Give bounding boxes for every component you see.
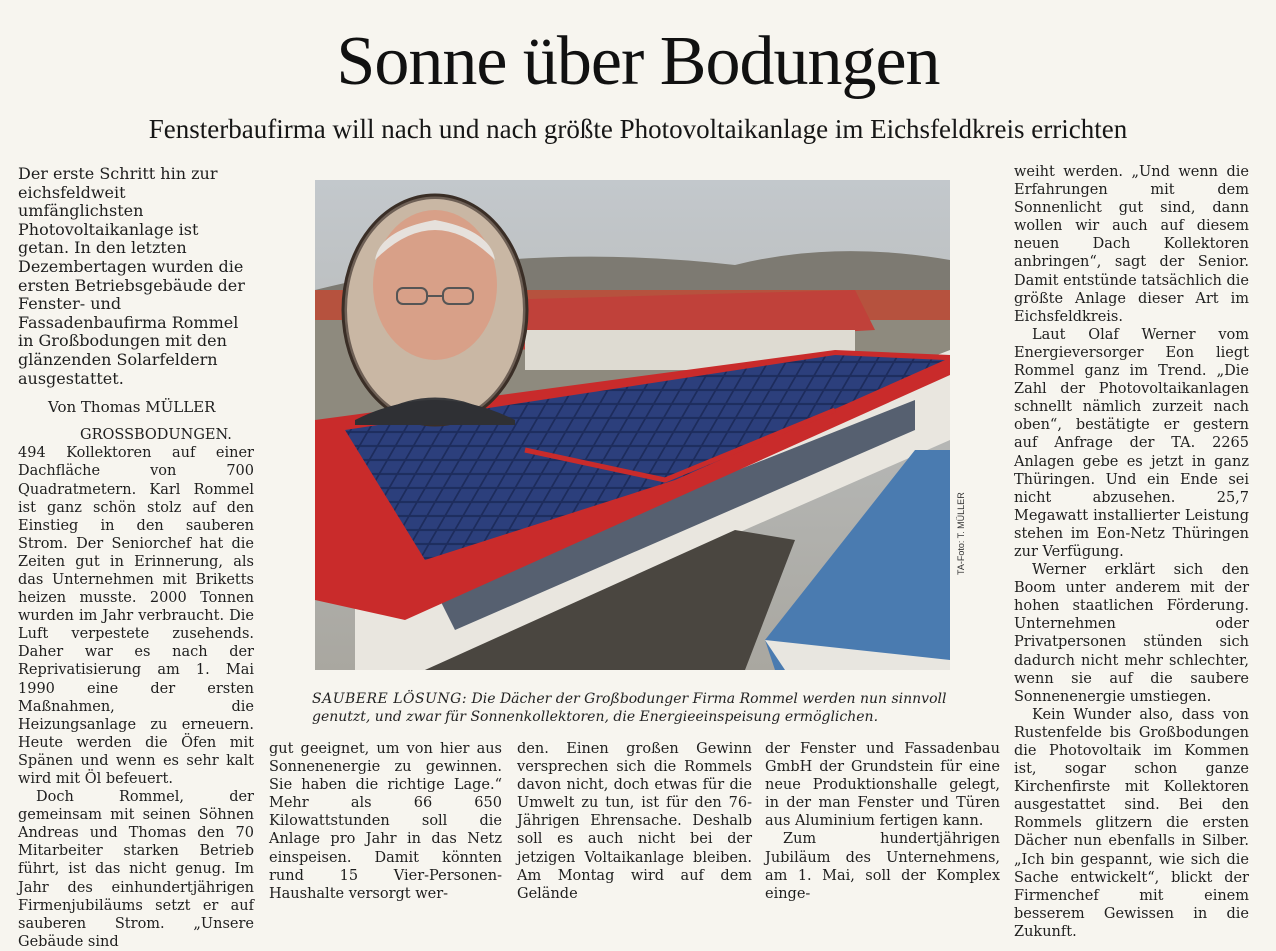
column-3 [517, 740, 752, 903]
solar-roof-image [315, 180, 950, 670]
column-1 [18, 165, 254, 951]
caption-title: SAUBERE LÖSUNG: [312, 691, 468, 707]
body-paragraph-9: Werner erklärt sich den Boom unter anderem mit der hohen staatlichen Förderung. Unternehmen oder Privatpersonen stünden sich dadurch nicht mehr schlechter, wenn sie auf die saubere Sonnenenergie umstiegen. [1014, 562, 1249, 705]
body-paragraph-6: Zum hundertjährigen Jubiläum des Unternehmens, am 1. Mai, soll der Komplex einge- [765, 831, 1000, 902]
column-5 [1014, 163, 1249, 941]
body-paragraph-7: weiht werden. „Und wenn die Erfahrungen mit dem Sonnenlicht gut sind, dann wollen wir auch auf diesem neuen Dach Kollektoren anbringen“, sagt der Senior. Damit entstünde tatsächlich die größte Anlage dieser Art im Eichsfeldkreis. [1014, 164, 1249, 325]
body-paragraph-10: Kein Wunder also, dass von Rustenfelde bis Großbodungen die Photovoltaik im Kommen ist, sogar schon ganze Kirchenfirste mit Kollektoren ausgestattet sind. Bei den Rommels glitzern die ersten Dächer nun ebenfalls in Silber. „Ich bin gespannt, wie sich die Sache entwickelt“, blickt der Firmenchef mit einem besserem Gewissen in die Zukunft. [1014, 706, 1249, 940]
photo-credit: TA-Foto: T. MÜLLER [956, 492, 966, 575]
lead-paragraph: Der erste Schritt hin zur eichsfeldweit umfänglichsten Photovoltaikanlage ist getan. In den letzten Dezembertagen wurden die ersten Betriebsgebäude der Fenster- und Fassadenbaufirma Rommel in Großbodungen mit den glänzenden Solarfeldern ausgestattet. [18, 164, 245, 388]
body-paragraph-5: der Fenster und Fassadenbau GmbH der Grundstein für eine neue Produktionshalle gelegt, in der man Fenster und Türen aus Aluminium fertigen kann. [765, 741, 1000, 830]
column-4 [765, 740, 1000, 903]
body-paragraph-8: Laut Olaf Werner vom Energieversorger Eon liegt Rommel ganz im Trend. „Die Zahl der Photovoltaikanlagen schnellt nämlich zurzeit nach oben“, bestätigte er gestern auf Anfrage der TA. 2265 Anlagen gebe es jetzt in ganz Thüringen. Und ein Ende sei nicht abzusehen. 25,7 Megawatt installierter Leistung stehen im Eon-Netz Thüringen zur Verfügung. [1014, 326, 1249, 560]
byline: Von Thomas MÜLLER [48, 398, 216, 417]
headline: Sonne über Bodungen [336, 23, 940, 100]
subheadline: Fensterbaufirma will nach und nach größte Photovoltaikanlage im Eichsfeldkreis errichten [148, 114, 1128, 144]
body-paragraph-4: den. Einen großen Gewinn versprechen sich die Rommels davon nicht, doch etwas für die Umwelt zu tun, ist für den 76-Jährigen Ehrensache. Deshalb soll es auch nicht bei der jetzigen Voltaikanlage bleiben. Am Montag wird auf dem Gelände [517, 741, 752, 902]
photo-caption [312, 690, 962, 726]
body-paragraph-1: GROSSBODUNGEN. 494 Kollektoren auf einer Dachfläche von 700 Quadratmetern. Karl Rommel ist ganz schön stolz auf den Einstieg in den sauberen Strom. Der Seniorchef hat die Zeiten gut in Erinnerung, als das Unternehmen mit Briketts heizen musste. 2000 Tonnen wurden im Jahr verbraucht. Die Luft verpestete zusehends. Daher war es nach der Reprivatisierung am 1. Mai 1990 eine der ersten Maßnahmen, die Heizungsanlage zu erneuern. Heute werden die Öfen mit Spänen und wenn es sehr kalt wird mit Öl befeuert. [18, 427, 254, 787]
caption-text: Die Dächer der Großbodunger Firma Rommel werden nun sinnvoll genutzt, und zwar für Sonnenkollektoren, die Energieeinspeisung ermöglichen. [312, 691, 947, 725]
body-paragraph-3: gut geeignet, um von hier aus Sonnenenergie zu gewinnen. Sie haben die richtige Lage.“ Mehr als 66 650 Kilowattstunden soll die Anlage pro Jahr in das Netz einspeisen. Damit könnten rund 15 Vier-Personen-Haushalte versorgt wer- [269, 741, 502, 902]
column-2 [269, 740, 502, 903]
body-paragraph-2: Doch Rommel, der gemeinsam mit seinen Söhnen Andreas und Thomas den 70 Mitarbeiter starken Betrieb führt, ist das nicht genug. Im Jahr des einhundertjährigen Firmenjubiläums setzt er auf sauberen Strom. „Unsere Gebäude sind [18, 789, 254, 950]
article-photo [315, 180, 950, 670]
